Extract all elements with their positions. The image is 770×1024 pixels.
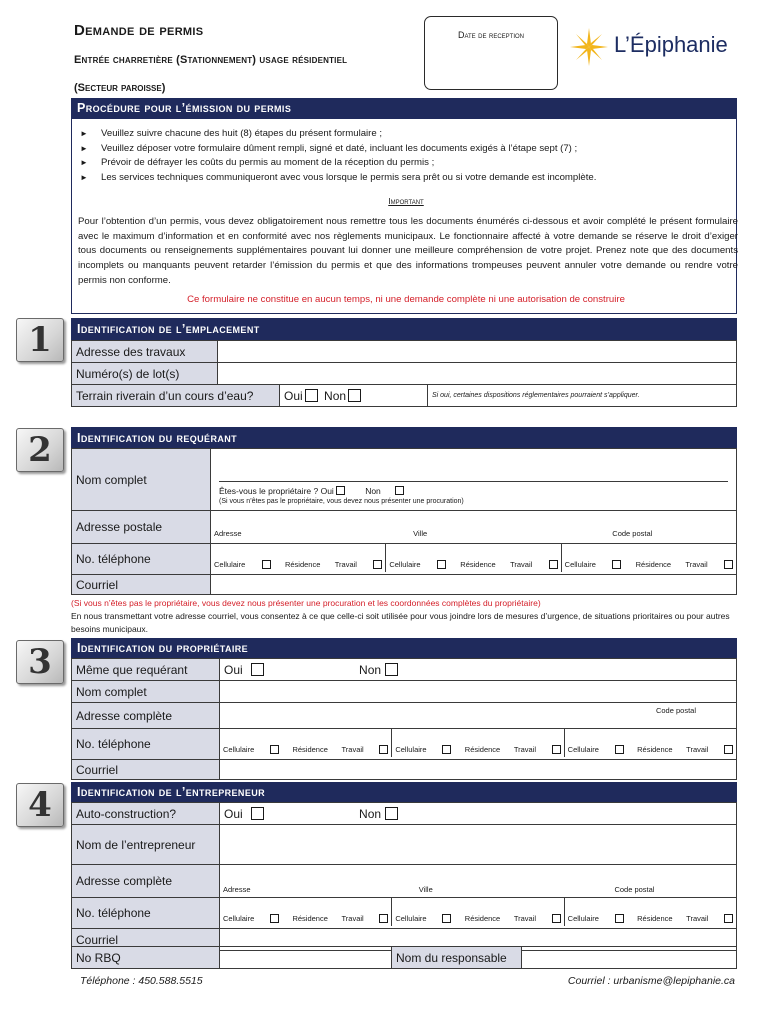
phone-type-label: Résidence <box>284 560 321 569</box>
cell-checkbox[interactable] <box>270 745 279 754</box>
phone-type-label: Cellulaire <box>564 560 596 569</box>
procedure-step: ► Veuillez déposer votre formulaire dûment rempli, signé et daté, incluant les documents exigés à l’étape sept (7) ; <box>80 142 740 157</box>
work-checkbox[interactable] <box>379 914 388 923</box>
phone-type-label: Travail <box>334 560 357 569</box>
address-sublabel: Adresse <box>214 529 242 538</box>
procedure-step: ► Les services techniques communiqueront avec vous lorsque le permis sera prêt ou si votre demande est incomplète. <box>80 171 740 186</box>
section-4-digit: 4 <box>28 785 52 825</box>
owner-email-label: Courriel <box>72 760 220 780</box>
riverain-table <box>71 384 737 407</box>
section-3-number <box>16 640 64 684</box>
work-checkbox[interactable] <box>379 745 388 754</box>
same-oui-label: Oui <box>224 662 243 677</box>
owner-non-label: Non <box>365 486 381 496</box>
applicant-name-label: Nom complet <box>72 449 211 511</box>
phone-type-label: Résidence <box>637 914 673 923</box>
phone-type-label: Cellulaire <box>395 914 427 923</box>
phone-type-label: Travail <box>341 745 364 754</box>
section-1-number <box>16 318 64 362</box>
owner-question: Êtes-vous le propriétaire ? Oui <box>219 486 334 496</box>
riverain-oui-checkbox[interactable] <box>305 389 318 402</box>
owner-name-field[interactable] <box>220 681 737 703</box>
contractor-name-field[interactable] <box>220 825 737 865</box>
section-3-digit: 3 <box>28 642 52 682</box>
cell-checkbox[interactable] <box>262 560 271 569</box>
rbq-label: No RBQ <box>72 947 220 969</box>
owner-address-label: Adresse complète <box>72 703 220 729</box>
owner-question-row <box>219 486 728 496</box>
contractor-address-label: Adresse complète <box>72 865 220 898</box>
riverain-label: Terrain riverain d’un cours d’eau? <box>72 385 280 407</box>
same-non-label: Non <box>359 662 382 677</box>
section-2-number <box>16 428 64 472</box>
riverain-non-label: Non <box>324 388 347 403</box>
warning-note: Ce formulaire ne constitue en aucun temps, ni une demande complète ni une autorisation de construire <box>187 294 625 305</box>
self-build-non-label: Non <box>359 806 382 821</box>
phone-type-label: Travail <box>686 745 709 754</box>
section-1-title: Identification de l’emplacement <box>77 322 260 336</box>
phone-type-label: Travail <box>685 560 708 569</box>
self-build-options <box>220 803 737 825</box>
contractor-email-label: Courriel <box>72 929 220 951</box>
self-build-non-checkbox[interactable] <box>385 807 398 820</box>
owner-phone-label: No. téléphone <box>72 729 220 760</box>
work-address-field[interactable] <box>218 341 737 363</box>
city-sublabel: Ville <box>418 885 433 894</box>
contractor-table <box>71 802 737 951</box>
applicant-phone-label: No. téléphone <box>72 544 211 575</box>
contractor-phone-label: No. téléphone <box>72 898 220 929</box>
phone-type-label: Cellulaire <box>223 914 255 923</box>
star-logo-icon <box>568 26 610 68</box>
section-4-title-bar <box>71 782 737 802</box>
contractor-address-cell[interactable] <box>220 865 737 898</box>
phone-type-label: Résidence <box>464 745 501 754</box>
section-2-title-bar <box>71 427 737 448</box>
owner-oui-checkbox[interactable] <box>336 486 345 495</box>
owner-note: (Si vous n’êtes pas le propriétaire, vous devez nous présenter une procuration) <box>219 498 464 505</box>
same-as-applicant-options <box>220 659 737 681</box>
phone-type-label: Résidence <box>292 914 328 923</box>
important-heading: Important <box>388 196 424 206</box>
phone-type-label: Résidence <box>637 745 673 754</box>
phone-type-label: Cellulaire <box>223 745 255 754</box>
work-checkbox[interactable] <box>373 560 382 569</box>
phone-type-label: Travail <box>513 745 537 754</box>
phone-type-label: Résidence <box>292 745 328 754</box>
work-checkbox[interactable] <box>552 914 561 923</box>
phone-type-label: Travail <box>510 560 533 569</box>
cell-checkbox[interactable] <box>442 914 451 923</box>
applicant-email-label: Courriel <box>72 575 211 595</box>
riverain-note: Si oui, certaines dispositions réglementaires pourraient s’appliquer. <box>428 385 737 407</box>
phone-type-label: Travail <box>513 914 537 923</box>
same-oui-checkbox[interactable] <box>251 663 264 676</box>
responsible-label: Nom du responsable <box>392 947 522 969</box>
applicant-email-field[interactable] <box>211 575 737 595</box>
location-table <box>71 340 737 385</box>
phone-type-label: Travail <box>686 914 709 923</box>
self-build-oui-label: Oui <box>224 806 243 821</box>
phone-type-label: Cellulaire <box>567 745 599 754</box>
owner-email-field[interactable] <box>220 760 737 780</box>
owner-non-checkbox[interactable] <box>395 486 404 495</box>
applicant-phone-cell <box>211 544 737 575</box>
footer-email: Courriel : urbanisme@lepiphanie.ca <box>567 975 735 987</box>
form-title: Demande de permis <box>74 22 204 39</box>
cell-checkbox[interactable] <box>437 560 446 569</box>
lot-numbers-label: Numéro(s) de lot(s) <box>72 363 218 385</box>
municipality-logo <box>568 26 743 68</box>
self-build-label: Auto-construction? <box>72 803 220 825</box>
logo-text: L’Épiphanie <box>614 32 728 57</box>
postal-code-sublabel: Code postal <box>614 885 655 894</box>
applicant-table <box>71 448 737 595</box>
work-checkbox[interactable] <box>549 560 558 569</box>
postal-address-label: Adresse postale <box>72 511 211 544</box>
procedure-paragraph: Pour l’obtention d’un permis, vous devez obligatoirement nous remettre tous les documents énumérés ci-dessous et avoir complété le présent formulaire avec le maximum d’information et en conformité avec nos règlements municipaux. Le fonctionnaire affecté à votre demande se réserve le droit d’exiger tous documents ou renseignements supplémentaires pouvant lui donner une meilleure compréhension de votre projet. Prenez note que des documents incomplets ou manquants peuvent retarder l’émission du permis et que des informations trompeuses peuvent annuler votre demande ou rendre votre permis non conforme. <box>78 216 738 286</box>
work-address-label: Adresse des travaux <box>72 341 218 363</box>
form-subtitle: Entrée charretière (Stationnement) usage résidentiel <box>74 54 348 66</box>
cell-checkbox[interactable] <box>442 745 451 754</box>
procedure-step: ► Veuillez suivre chacune des huit (8) étapes du présent formulaire ; <box>80 127 740 142</box>
section-1-digit: 1 <box>28 320 52 360</box>
work-checkbox[interactable] <box>724 560 733 569</box>
same-non-checkbox[interactable] <box>385 663 398 676</box>
form-sector: (Secteur paroisse) <box>74 82 166 94</box>
owner-address-field[interactable] <box>220 703 737 729</box>
cell-checkbox[interactable] <box>615 914 624 923</box>
owner-name-label: Nom complet <box>72 681 220 703</box>
reception-date-box <box>424 16 558 90</box>
phone-type-label: Résidence <box>460 560 496 569</box>
responsible-field[interactable] <box>522 947 737 969</box>
riverain-non-checkbox[interactable] <box>348 389 361 402</box>
phone-type-label: Résidence <box>635 560 672 569</box>
reception-date-label: Date de reception <box>457 30 525 40</box>
email-consent: En nous transmettant votre adresse courriel, vous consentez à ce que celle-ci soit utilisée pour vous joindre lors de mesures d’urgence, de situations prioritaires ou pour autres besoins municipaux. <box>71 611 730 634</box>
phone-type-label: Cellulaire <box>567 914 599 923</box>
section-2-digit: 2 <box>28 430 52 470</box>
same-as-applicant-label: Même que requérant <box>72 659 220 681</box>
work-checkbox[interactable] <box>724 914 733 923</box>
phone-type-label: Cellulaire <box>389 560 421 569</box>
cell-checkbox[interactable] <box>615 745 624 754</box>
cell-checkbox[interactable] <box>612 560 621 569</box>
applicant-name-field[interactable] <box>219 449 728 482</box>
cell-checkbox[interactable] <box>270 914 279 923</box>
procedure-title-bar <box>71 98 737 118</box>
work-checkbox[interactable] <box>724 745 733 754</box>
postal-address-cell[interactable] <box>211 511 737 544</box>
section-1-title-bar <box>71 318 737 340</box>
address-sublabel: Adresse <box>223 885 251 894</box>
section-2-title: Identification du requérant <box>77 430 238 445</box>
phone-type-label: Travail <box>341 914 364 923</box>
contractor-name-label: Nom de l’entrepreneur <box>72 825 220 865</box>
rbq-table <box>71 946 737 969</box>
lot-numbers-field[interactable] <box>218 363 737 385</box>
phone-type-label: Résidence <box>464 914 501 923</box>
applicant-name-cell <box>211 449 737 511</box>
contractor-phone-cell <box>220 898 737 929</box>
owner-phone-cell <box>220 729 737 760</box>
riverain-oui-label: Oui <box>284 388 303 403</box>
work-checkbox[interactable] <box>552 745 561 754</box>
phone-type-label: Cellulaire <box>395 745 427 754</box>
procedure-step: ► Prévoir de défrayer les coûts du permis au moment de la réception du permis ; <box>80 156 740 171</box>
self-build-oui-checkbox[interactable] <box>251 807 264 820</box>
footer-phone: Téléphone : 450.588.5515 <box>80 975 203 987</box>
procedure-title: Procédure pour l’émission du permis <box>77 101 292 115</box>
section-3-title: Identification du propriétaire <box>77 641 249 655</box>
owner-table <box>71 658 737 780</box>
procedure-list <box>80 127 740 185</box>
phone-type-label: Cellulaire <box>214 560 246 569</box>
rbq-field[interactable] <box>220 947 392 969</box>
riverain-options <box>280 385 428 407</box>
section-4-number <box>16 783 64 827</box>
city-sublabel: Ville <box>413 529 428 538</box>
section-3-title-bar <box>71 638 737 658</box>
postal-code-sublabel: Code postal <box>612 529 653 538</box>
owner-red-note: (Si vous n’êtes pas le propriétaire, vous devez nous présenter une procuration et les coordonnées complètes du propriétaire) <box>71 598 541 608</box>
owner-postal-code-label: Code postal <box>655 706 696 715</box>
section-4-title: Identification de l’entrepreneur <box>77 785 266 799</box>
